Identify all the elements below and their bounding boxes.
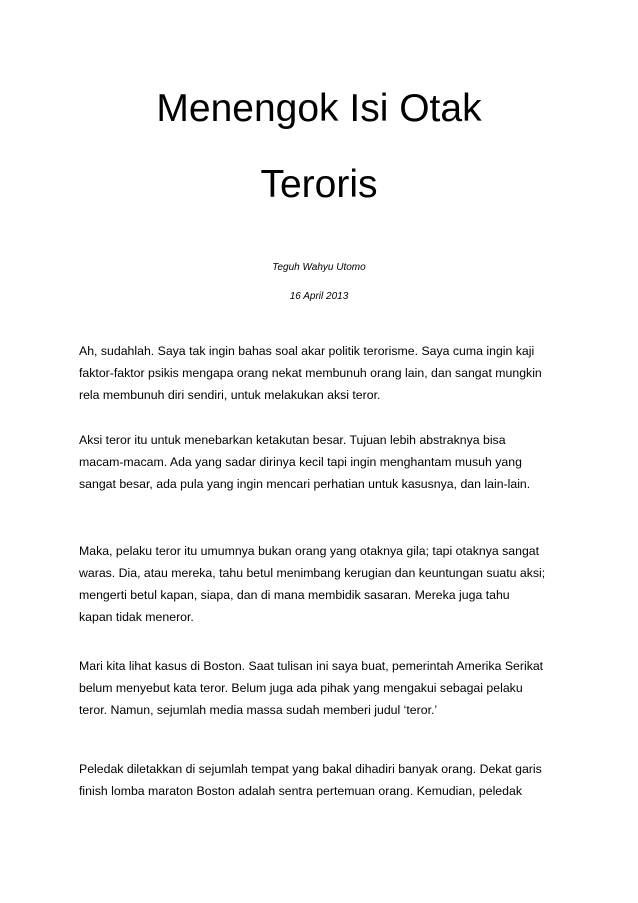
document-title-line-1: Menengok Isi Otak — [156, 87, 482, 130]
paragraph-3 — [79, 540, 579, 628]
paragraph-line: waras. Dia, atau mereka, tahu betul menimbang kerugian dan keuntungan suatu aksi; — [79, 566, 546, 580]
document-title-line-2: Teroris — [260, 163, 378, 206]
paragraph-4 — [79, 655, 579, 721]
paragraph-line: sangat besar, ada pula yang ingin mencari perhatian untuk kasusnya, dan lain-lain. — [79, 477, 531, 491]
paragraph-line: rela membunuh diri sendiri, untuk melakukan aksi teror. — [79, 388, 381, 402]
paragraph-line: Mari kita lihat kasus di Boston. Saat tulisan ini saya buat, pemerintah Amerika Serikat — [79, 659, 544, 673]
paragraph-1 — [79, 340, 579, 406]
paragraph-line: macam-macam. Ada yang sadar dirinya kecil tapi ingin menghantam musuh yang — [79, 455, 522, 469]
paragraph-line: finish lomba maraton Boston adalah sentra pertemuan orang. Kemudian, peledak — [79, 784, 522, 798]
paragraph-line: Maka, pelaku teror itu umumnya bukan orang yang otaknya gila; tapi otaknya sangat — [79, 544, 540, 558]
paragraph-5 — [79, 758, 579, 802]
author-name: Teguh Wahyu Utomo — [272, 262, 366, 273]
paragraph-line: Peledak diletakkan di sejumlah tempat yang bakal dihadiri banyak orang. Dekat garis — [79, 762, 542, 776]
publication-date: 16 April 2013 — [289, 291, 349, 302]
paragraph-line: Ah, sudahlah. Saya tak ingin bahas soal akar politik terorisme. Saya cuma ingin kaji — [79, 344, 535, 358]
paragraph-2 — [79, 429, 579, 495]
paragraph-line: faktor-faktor psikis mengapa orang nekat membunuh orang lain, dan sangat mungkin — [79, 366, 542, 380]
paragraph-line: teror. Namun, sejumlah media massa sudah memberi judul ‘teror.’ — [79, 703, 438, 717]
paragraph-line: Aksi teror itu untuk menebarkan ketakutan besar. Tujuan lebih abstraknya bisa — [79, 433, 506, 447]
paragraph-line: mengerti betul kapan, siapa, dan di mana membidik sasaran. Mereka juga tahu — [79, 588, 510, 602]
paragraph-line: belum menyebut kata teror. Belum juga ada pihak yang mengakui sebagai pelaku — [79, 681, 523, 695]
paragraph-line: kapan tidak meneror. — [79, 610, 194, 624]
